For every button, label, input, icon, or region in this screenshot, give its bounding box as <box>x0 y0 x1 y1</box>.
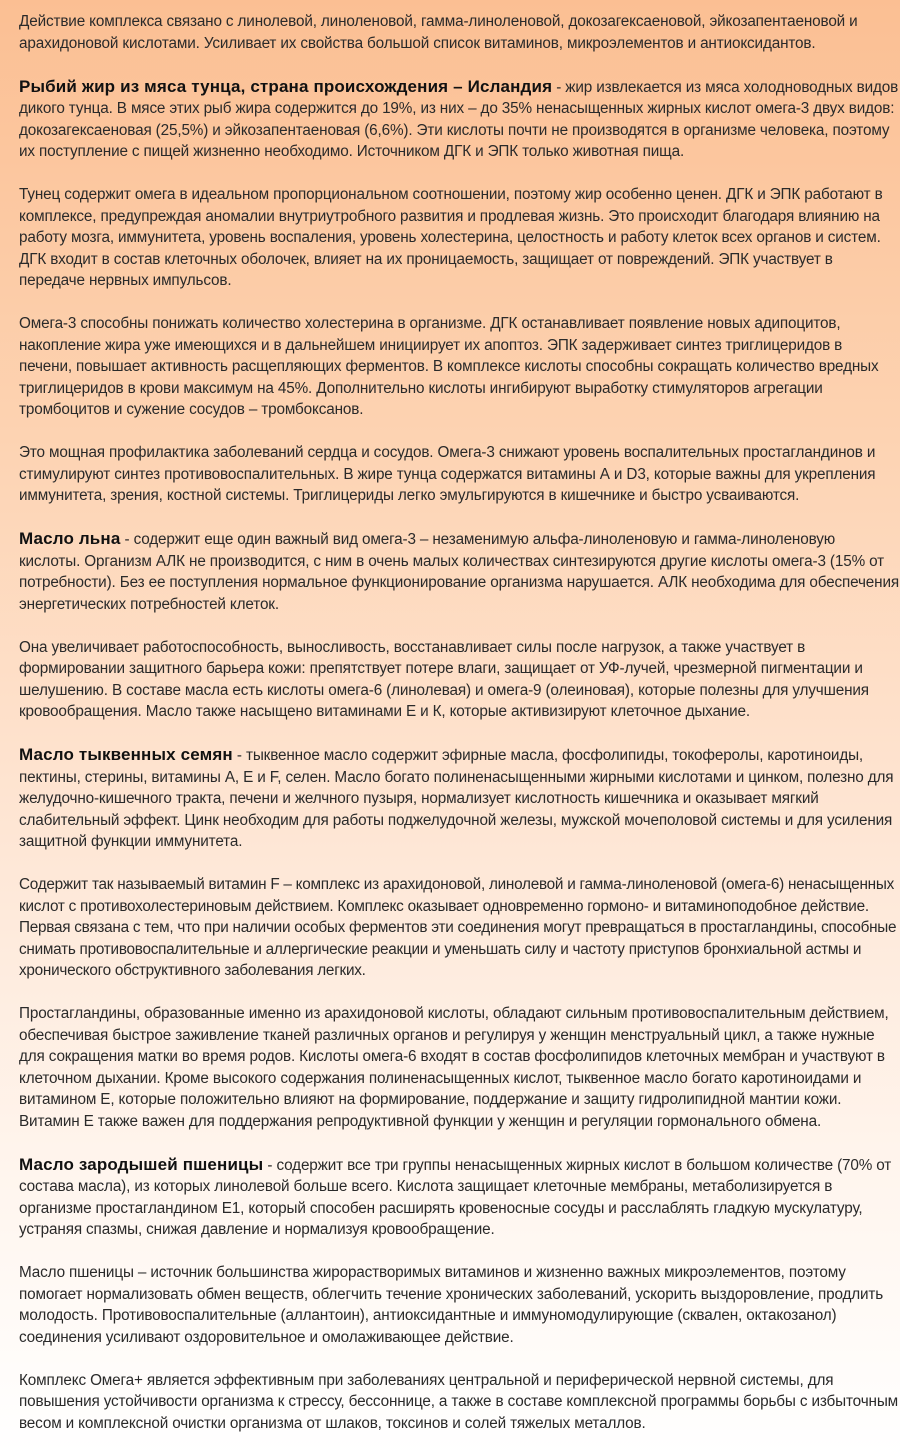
paragraph-conclusion <box>19 1370 899 1435</box>
paragraph-text: Это мощная профилактика заболеваний сердца и сосудов. Омега-3 снижают уровень воспалительных простагландинов и стимулируют синтез противовоспалительных. В жире тунца содержатся витамины А и D3, которые важны для укрепления иммунитета, зрения, костной системы. Триглицериды легко эмульгируются в кишечнике и быстро усваиваются. <box>19 444 876 504</box>
paragraph-wheat-benefits <box>19 1262 899 1348</box>
paragraph-text: Омега-3 способны понижать количество холестерина в организме. ДГК останавливает появление новых адипоцитов, накопление жира уже имеющихся и в дальнейшем инициирует их апоптоз. ЭПК задерживает синтез триглицеридов в печени, повышает активность расщепляющих ферментов. В комплексе кислоты способны сокращать количество вредных триглицеридов в крови максимум на 45%. Дополнительно кислоты ингибируют выработку стимуляторов агрегации тромбоцитов и сужение сосудов – тромбоксанов. <box>19 315 879 418</box>
paragraph-heart-prevention <box>19 442 899 507</box>
paragraph-prostaglandins <box>19 1003 899 1132</box>
section-heading-pumpkin-oil: Масло тыквенных семян <box>19 745 233 764</box>
paragraph-flax-benefits <box>19 637 899 723</box>
section-heading-tuna-oil: Рыбий жир из мяса тунца, страна происхождения – Исландия <box>19 76 553 96</box>
section-heading-wheat-germ-oil: Масло зародышей пшеницы <box>19 1154 264 1174</box>
paragraph-text: Масло пшеницы – источник большинства жирорастворимых витаминов и жизненно важных микроэлементов, поэтому помогает нормализовать обмен веществ, облегчить течение хронических заболеваний, ускорить выздоровление, продлить молодость. Противовоспалительные (аллантоин), антиоксидантные и иммуномодулирующие (сквален, октакозанол) соединения усиливают оздоровительное и омолаживающее действие. <box>19 1264 884 1346</box>
paragraph-text: - содержит еще один важный вид омега-3 – незаменимую альфа-линоленовую и гамма-линоленовую кислоты. Организм АЛК не производится, с ним в очень малых количествах синтезируются другие кислоты омега-3 (15% от потребности). Без ее поступления нормальное функционирование организма нарушается. АЛК необходима для обеспечения энергетических потребностей клеток. <box>19 531 899 613</box>
paragraph-text: Содержит так называемый витамин F – комплекс из арахидоновой, линолевой и гамма-линоленовой (омега-6) ненасыщенных кислот с противохолестериновым действием. Комплекс оказывает одновременно гормоно- и витаминоподобное действие. Первая связана с тем, что при наличии особых ферментов эти соединения могут превращаться в простагландины, способные снимать противовоспалительные и аллергические реакции и уменьшать силу и частоту приступов бронхиальной астмы и хронического обструктивного заболевания легких. <box>19 876 897 979</box>
paragraph-text: Действие комплекса связано с линолевой, линоленовой, гамма-линоленовой, докозагексаеновой, эйкозапентаеновой и арахидоновой кислотами. Усиливает их свойства большой список витаминов, микроэлементов и антиоксидантов. <box>19 13 858 52</box>
paragraph-text: Комплекс Омега+ является эффективным при заболеваниях центральной и периферической нервной системы, для повышения устойчивости организма к стрессу, бессоннице, а также в составе комплексной программы борьбы с избыточным весом и комплексной очистки организма от шлаков, токсинов и солей тяжелых металлов. <box>19 1371 899 1432</box>
paragraph-flax-oil <box>19 528 899 615</box>
paragraph-text: - жир извлекается из мяса холодноводных видов дикого тунца. В мясе этих рыб жира содержится до 19%, из них – до 35% ненасыщенных жирных кислот омега-3 двух видов: докозагексаеновая (25,5%) и эйкозапентаеновая (6,6%). Эти кислоты почти не производятся в организме человека, поэтому их поступление с пищей жизненно необходимо. Источником ДГК и ЭПК только животная пища. <box>19 78 899 160</box>
paragraph-wheat-germ-oil <box>19 1154 899 1241</box>
paragraph-text: Тунец содержит омега в идеальном пропорциональном соотношении, поэтому жир особенно ценен. ДГК и ЭПК работают в комплексе, предупреждая аномалии внутриутробного развития и продлевая жизнь. Это происходит благодаря влиянию на работу мозга, иммунитета, уровень воспаления, уровень холестерина, целостность и работу клеток всех органов и систем. ДГК входит в состав клеточных оболочек, влияет на их проницаемость, защищает от повреждений. ЭПК участвует в передаче нервных импульсов. <box>19 186 883 289</box>
paragraph-pumpkin-oil <box>19 744 899 853</box>
paragraph-vitamin-f <box>19 874 899 982</box>
section-heading-flax-oil: Масло льна <box>19 529 121 548</box>
paragraph-intro <box>19 11 899 54</box>
paragraph-text: - тыквенное масло содержит эфирные масла, фосфолипиды, токоферолы, каротиноиды, пектины, стерины, витамины А, Е и F, селен. Масло богато полиненасыщенными жирными кислотами и цинком, полезно для желудочно-кишечного тракта, печени и желчного пузыря, нормализует кислотность кишечника и оказывает мягкий слабительный эффект. Цинк необходим для работы поджелудочной железы, мужской мочеполовой системы и для усиления защитной функции иммунитета. <box>19 747 894 850</box>
paragraph-text: Простагландины, образованные именно из арахидоновой кислоты, обладают сильным противовоспалительным действием, обеспечивая быстрое заживление тканей различных органов и регулируя у женщин менструальный цикл, а также нужные для сокращения матки во время родов. Кислоты омега-6 входят в состав фосфолипидов клеточных мембран и участвуют в клеточном дыхании. Кроме высокого содержания полиненасыщенных кислот, тыквенное масло богато каротиноидами и витамином Е, которые положительно влияют на формирование, поддержание и защиту гидролипидной мантии кожи. Витамин Е также важен для поддержания репродуктивной функции у женщин и регуляции гормонального обмена. <box>19 1005 889 1130</box>
paragraph-tuna-omega <box>19 184 899 292</box>
paragraph-omega3-cholesterol <box>19 313 899 421</box>
paragraph-text: - содержит все три группы ненасыщенных жирных кислот в большом количестве (70% от состава масла), из которых линолевой больше всего. Кислота защищает клеточные мембраны, метаболизируется в организме простагландином Е1, который способен расширять кровеносные сосуды и расслаблять гладкую мускулатуру, устраняя спазмы, снижая давление и нормализуя кровообращение. <box>19 1156 892 1238</box>
paragraph-text: Она увеличивает работоспособность, выносливость, восстанавливает силы после нагрузок, а также участвует в формировании защитного барьера кожи: препятствует потере влаги, защищает от УФ-лучей, чрезмерной пигментации и шелушению. В составе масла есть кислоты омега-6 (линолевая) и омега-9 (олеиновая), которые полезны для улучшения кровообращения. Масло также насыщено витаминами Е и К, которые активизируют клеточное дыхание. <box>19 638 869 720</box>
paragraph-tuna-oil <box>19 76 899 163</box>
